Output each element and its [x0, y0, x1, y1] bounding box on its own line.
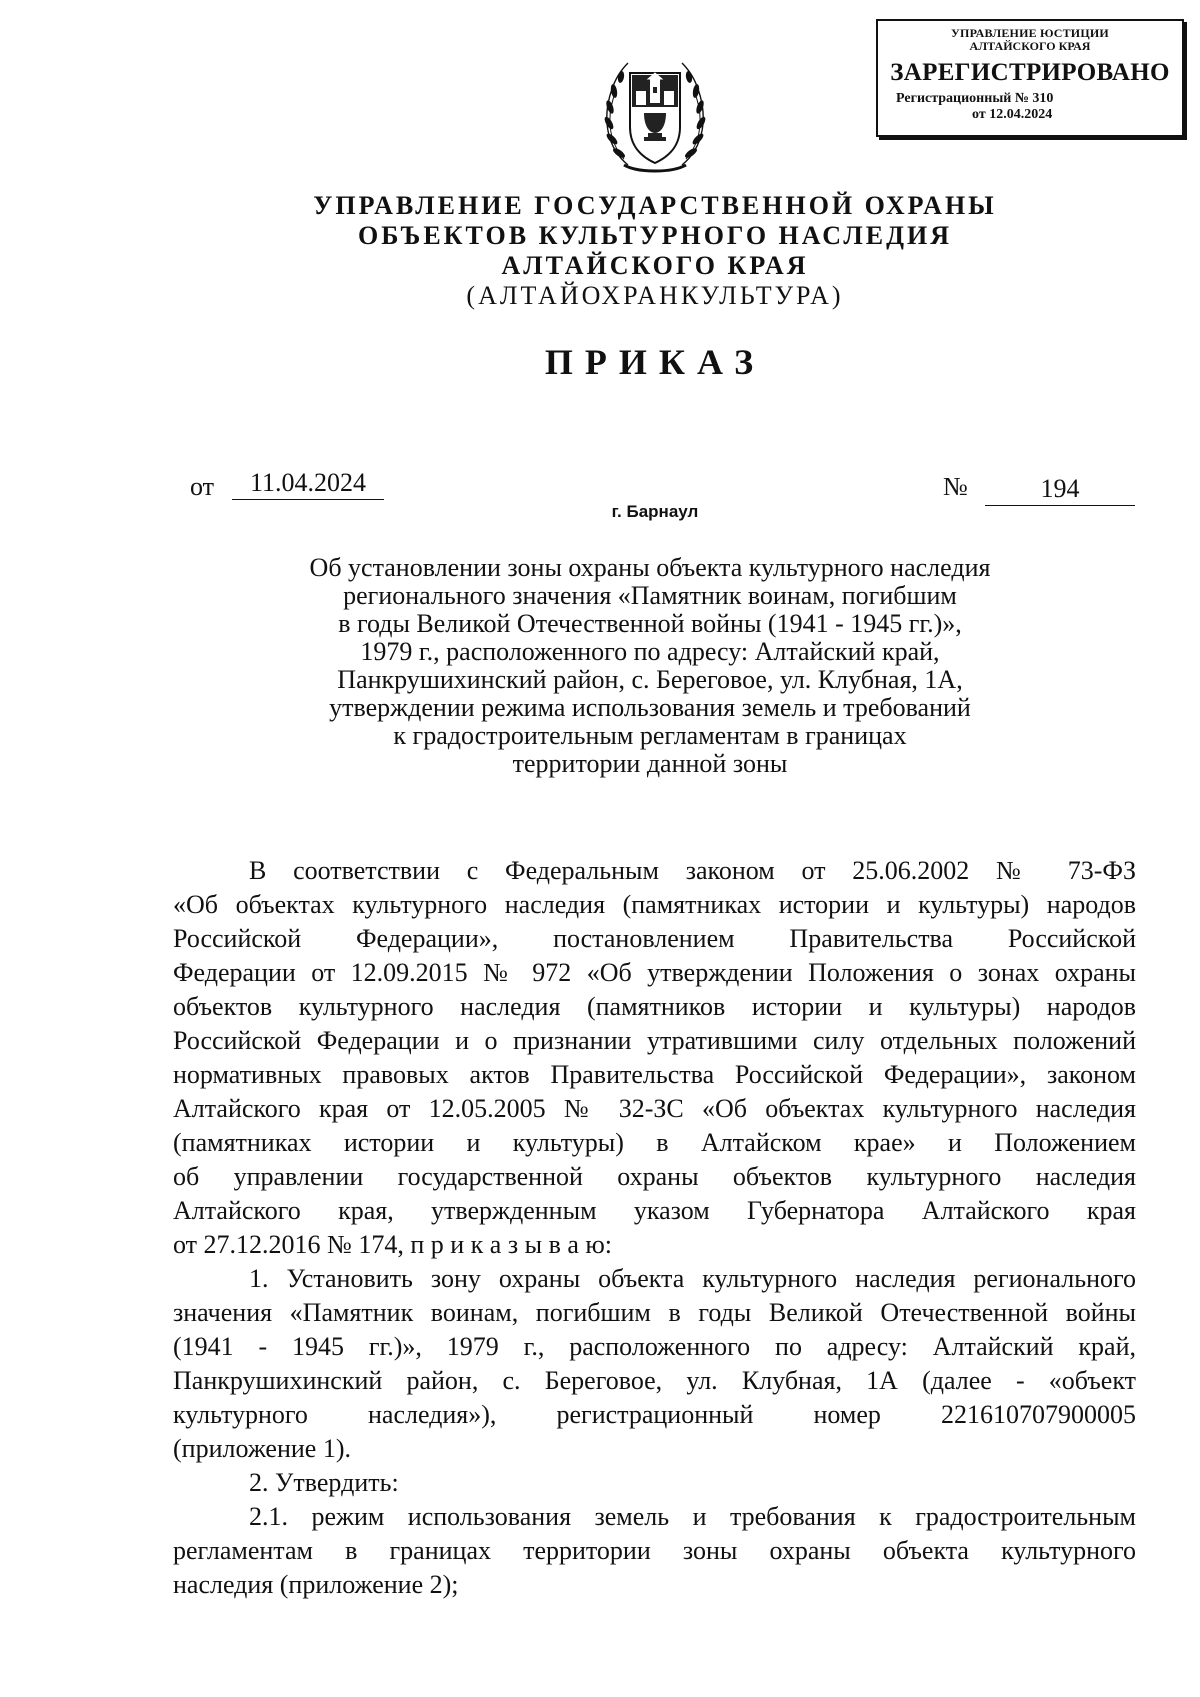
body-line: культурного наследия»), регистрационный номер 221610707900005	[173, 1400, 1136, 1429]
document-body	[173, 854, 1136, 1602]
body-line: (памятниках истории и культуры) в Алтайском крае» и Положением	[173, 1128, 1136, 1157]
title-line: территории данной зоны	[512, 749, 788, 778]
org-name-line2: ОБЪЕКТОВ КУЛЬТУРНОГО НАСЛЕДИЯ	[358, 221, 952, 250]
body-line: (приложение 1).	[173, 1434, 352, 1463]
body-line: от 27.12.2016 № 174, п р и к а з ы в а ю:	[173, 1230, 613, 1259]
body-line: объектов культурного наследия (памятников истории и культуры) народов	[173, 992, 1136, 1021]
title-line: Панкрушихинский район, с. Береговое, ул. Клубная, 1А,	[337, 665, 963, 694]
body-line: 2.1. режим использования земель и требования к градостроительным	[249, 1502, 1136, 1531]
body-line: наследия (приложение 2);	[173, 1570, 459, 1599]
body-line: регламентам в границах территории зоны охраны объекта культурного	[173, 1536, 1136, 1565]
title-line: регионального значения «Памятник воинам, погибшим	[343, 581, 957, 610]
title-line: 1979 г., расположенного по адресу: Алтайский край,	[360, 637, 940, 666]
body-line: В соответствии с Федеральным законом от 25.06.2002 № 73-ФЗ	[249, 856, 1136, 885]
body-line: нормативных правовых актов Правительства Российской Федерации», законом	[173, 1060, 1136, 1089]
title-line: к градостроительным регламентам в границах	[393, 721, 907, 750]
title-line: в годы Великой Отечественной войны (1941 - 1945 гг.)»,	[338, 609, 962, 638]
body-line: 1. Установить зону охраны объекта культурного наследия регионального	[249, 1264, 1136, 1293]
body-line: Федерации от 12.09.2015 № 972 «Об утверждении Положения о зонах охраны	[173, 958, 1136, 987]
body-line: (1941 - 1945 гг.)», 1979 г., расположенного по адресу: Алтайский край,	[173, 1332, 1136, 1361]
body-line: Панкрушихинский район, с. Береговое, ул. Клубная, 1А (далее - «объект	[173, 1366, 1136, 1395]
stamp-reg-number: Регистрационный № 310	[896, 91, 1054, 106]
date-label: от	[190, 472, 215, 501]
stamp-authority-line2: АЛТАЙСКОГО КРАЯ	[969, 39, 1091, 53]
title-line: Об установлении зоны охраны объекта культурного наследия	[309, 553, 991, 582]
body-line: Российской Федерации и о признании утратившими силу отдельных положений	[173, 1026, 1136, 1055]
document-type: ПРИКАЗ	[544, 342, 766, 382]
document-date: 11.04.2024	[232, 467, 384, 500]
registration-stamp	[876, 19, 1184, 137]
stamp-status: ЗАРЕГИСТРИРОВАНО	[890, 59, 1170, 86]
document-number: 194	[985, 473, 1135, 506]
org-name-line1: УПРАВЛЕНИЕ ГОСУДАРСТВЕННОЙ ОХРАНЫ	[313, 191, 997, 220]
body-line: Российской Федерации», постановлением Правительства Российской	[173, 924, 1136, 953]
body-line: значения «Памятник воинам, погибшим в годы Великой Отечественной войны	[173, 1298, 1136, 1327]
document-title	[200, 554, 1100, 778]
org-name-line3: АЛТАЙСКОГО КРАЯ	[501, 251, 809, 280]
title-line: утверждении режима использования земель и требований	[329, 693, 971, 722]
stamp-reg-date: от 12.04.2024	[972, 107, 1053, 122]
body-line: Алтайского края, утвержденным указом Губернатора Алтайского края	[173, 1196, 1136, 1225]
number-label: №	[943, 472, 968, 501]
stamp-authority-line1: УПРАВЛЕНИЕ ЮСТИЦИИ	[951, 26, 1109, 40]
body-line: 2. Утвердить:	[249, 1468, 399, 1497]
body-line: Алтайского края от 12.05.2005 № 32-ЗС «Об объектах культурного наследия	[173, 1094, 1136, 1123]
city: г. Барнаул	[611, 502, 699, 521]
body-line: об управлении государственной охраны объектов культурного наследия	[173, 1162, 1136, 1191]
body-line: «Об объектах культурного наследия (памятниках истории и культуры) народов	[173, 890, 1136, 919]
coat-of-arms-icon	[598, 47, 712, 183]
org-short-name: (АЛТАЙОХРАНКУЛЬТУРА)	[466, 281, 844, 310]
